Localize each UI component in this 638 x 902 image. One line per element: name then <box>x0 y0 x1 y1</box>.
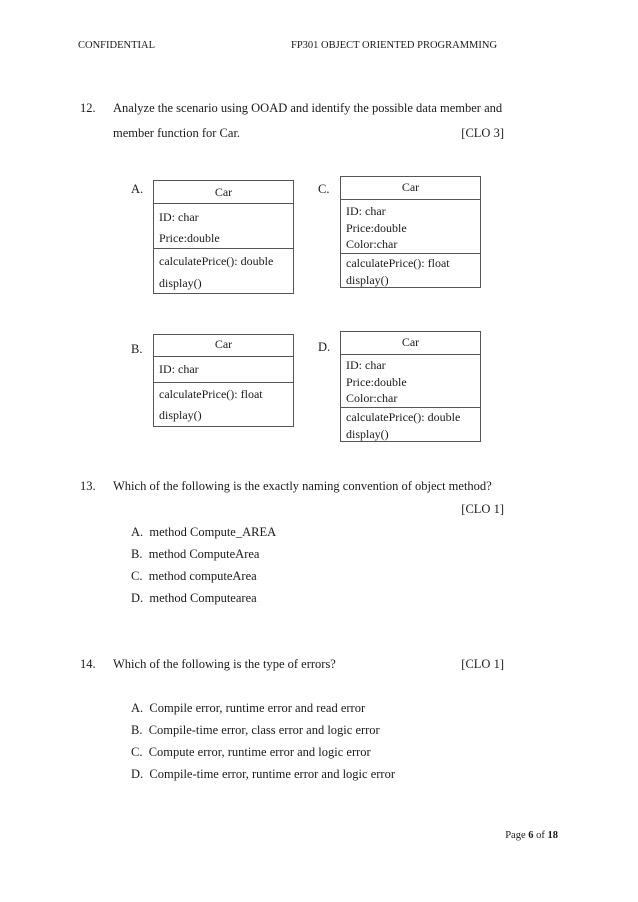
q13-option-a <box>131 525 276 540</box>
method: calculatePrice(): double <box>346 410 461 424</box>
q12-option-d-class-box <box>340 331 481 442</box>
q12-text-line2: member function for Car. <box>113 126 241 140</box>
q12-option-c-class-box <box>340 176 481 288</box>
class-attributes <box>154 357 293 383</box>
class-methods <box>154 383 293 426</box>
class-methods <box>341 254 480 288</box>
method: calculatePrice(): float <box>346 256 450 270</box>
attribute: ID: char <box>159 362 199 376</box>
attribute: ID: char <box>159 210 199 224</box>
attribute: Price:double <box>346 374 407 389</box>
q12-text-line1: Analyze the scenario using OOAD and identify the possible data member and <box>113 101 503 115</box>
header-right: FP301 OBJECT ORIENTED PROGRAMMING <box>291 40 498 51</box>
option-letter: A. <box>131 525 144 539</box>
option-letter: C. <box>131 745 143 759</box>
option-text: method Computearea <box>149 591 257 605</box>
q13-clo: [CLO 1] <box>461 502 504 516</box>
q12-option-a-letter: A. <box>131 182 144 196</box>
method: calculatePrice(): double <box>159 254 274 268</box>
q12-option-d-letter: D. <box>318 340 331 354</box>
attribute: Color:char <box>346 237 398 251</box>
option-letter: D. <box>131 591 144 605</box>
method: display() <box>159 276 202 290</box>
option-text: method ComputeArea <box>148 547 260 561</box>
page-total: 18 <box>547 830 558 841</box>
page-current: 6 <box>528 830 534 841</box>
option-letter: A. <box>131 701 144 715</box>
attribute: Price:double <box>346 220 407 235</box>
q12-number: 12. <box>80 101 96 115</box>
class-name: Car <box>341 177 480 200</box>
option-letter: B. <box>131 723 143 737</box>
method: display() <box>346 427 389 441</box>
q13-option-c <box>131 569 257 584</box>
attribute: ID: char <box>346 204 386 218</box>
option-text: Compile-time error, runtime error and logic error <box>149 767 395 781</box>
option-letter: C. <box>131 569 143 583</box>
class-attributes <box>154 204 293 249</box>
page-of-label: of <box>536 830 545 841</box>
attribute: Price:double <box>159 231 220 245</box>
class-methods <box>341 408 480 443</box>
q12-option-b-letter: B. <box>131 342 143 356</box>
option-letter: D. <box>131 767 144 781</box>
q14-number: 14. <box>80 657 96 671</box>
class-name: Car <box>154 335 293 357</box>
header-left: CONFIDENTIAL <box>78 40 155 51</box>
q13-option-d <box>131 591 257 606</box>
q12-option-a-class-box <box>153 180 294 294</box>
q14-option-b <box>131 723 380 738</box>
q14-option-a <box>131 701 365 716</box>
method: display() <box>159 408 202 422</box>
option-text: method computeArea <box>148 569 257 583</box>
method: display() <box>346 272 389 287</box>
class-name: Car <box>154 181 293 204</box>
page-number <box>505 830 558 841</box>
option-text: Compile-time error, class error and logic error <box>148 723 380 737</box>
q14-option-c <box>131 745 371 760</box>
q14-text: Which of the following is the type of errors? <box>113 657 336 671</box>
q12-option-b-class-box <box>153 334 294 427</box>
q12-option-c-letter: C. <box>318 182 330 196</box>
option-letter: B. <box>131 547 143 561</box>
q13-number: 13. <box>80 479 96 493</box>
attribute: ID: char <box>346 358 386 372</box>
q12-clo: [CLO 3] <box>461 126 504 140</box>
class-methods <box>154 249 293 294</box>
class-attributes <box>341 355 480 408</box>
option-text: Compile error, runtime error and read error <box>149 701 366 715</box>
page-label: Page <box>505 830 526 841</box>
option-text: method Compute_AREA <box>149 525 277 539</box>
attribute: Color:char <box>346 391 398 405</box>
option-text: Compute error, runtime error and logic error <box>148 745 371 759</box>
q14-clo: [CLO 1] <box>461 657 504 671</box>
method: calculatePrice(): float <box>159 387 263 401</box>
q13-text: Which of the following is the exactly naming convention of object method? <box>113 479 492 493</box>
q13-option-b <box>131 547 259 562</box>
class-name: Car <box>341 332 480 355</box>
class-attributes <box>341 200 480 254</box>
q14-option-d <box>131 767 395 782</box>
